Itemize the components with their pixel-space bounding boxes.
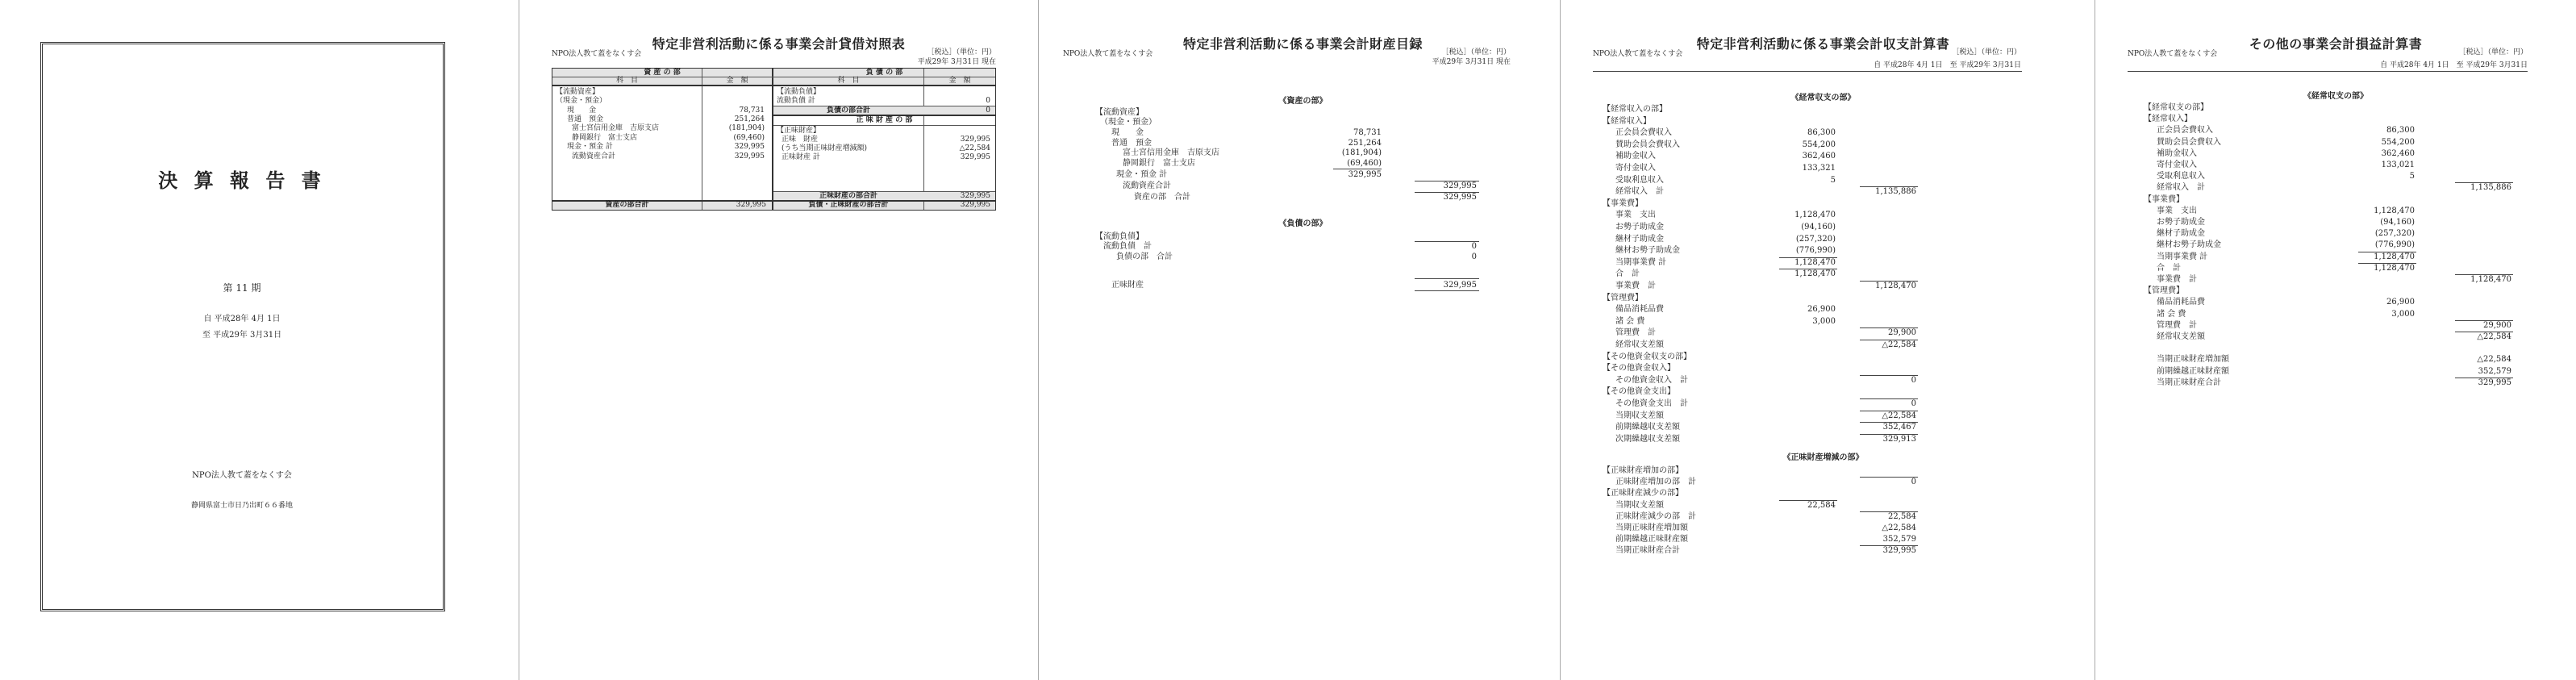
bs-right-amount: 329,995 (960, 136, 990, 144)
inventory-unit: ［税込］（単位：円） (1441, 48, 1511, 56)
liab-total-amount: 0 (986, 106, 990, 115)
statement-row-label: 補助金収入 (1615, 152, 1656, 161)
inv-asset-v1: 329,995 (1348, 170, 1382, 179)
statement-row-v2: 29,900 (1888, 328, 1916, 338)
inv-asset-v2: 329,995 (1443, 193, 1477, 202)
inventory-page (1039, 0, 1567, 680)
statement-row-label: 合 計 (2157, 263, 2181, 273)
inventory-org: NPO法人教て蓋をなくす会 (1063, 50, 1153, 58)
statement-row-v2: △22,584 (1882, 340, 1916, 349)
statement-row-label: 正味財産増加の部 計 (1615, 478, 1696, 487)
statement-row-label: その他資金収入 計 (1615, 375, 1688, 385)
underline (2455, 274, 2513, 275)
underline (1593, 71, 2022, 72)
statement-row-v1: 86,300 (1807, 128, 1836, 138)
inv-net-label: 正味財産 (1111, 281, 1144, 290)
bs-left-label: 流動資産合計 (572, 152, 616, 161)
underline (2358, 263, 2416, 264)
cover-title: 決 算 報 告 書 (158, 169, 326, 192)
balance-table (552, 68, 996, 211)
liab-total-label: 負債の部合計 (826, 106, 870, 115)
inventory-title: 特定非営利活動に係る事業会計財産目録 (1182, 36, 1423, 52)
underline (1860, 545, 1918, 546)
inv-liab-label: 負債の部 合計 (1116, 252, 1173, 261)
inv-asset-label: 普通 預金 (1111, 139, 1152, 148)
statement-row-v1: 1,128,470 (2374, 206, 2415, 215)
statement-row-label: 賛助会員会費収入 (1615, 140, 1680, 149)
statement-row-v1: 362,460 (2381, 148, 2415, 158)
bs-right-label: 【正味財産】 (777, 127, 821, 135)
statement-row-label: 事業 支出 (2157, 206, 2197, 215)
statement-row-v1: 554,200 (1802, 140, 1836, 149)
underline (1779, 257, 1837, 258)
bs-left-amount: 78,731 (739, 106, 765, 115)
bs-left-amount: (181,904) (728, 124, 765, 132)
bs-left-amount: 329,995 (734, 143, 765, 151)
inv-asset-v1: 251,264 (1348, 139, 1382, 148)
underline (1860, 327, 1918, 328)
balance-unit: ［税込］（単位：円） (927, 48, 996, 56)
assets-total-amount: 329,995 (736, 201, 766, 209)
statement-row-label: 備品消耗品費 (2157, 298, 2205, 307)
inv-asset-label: 現金・預金 計 (1116, 170, 1168, 179)
statement-row-v1: (257,320) (2374, 229, 2415, 239)
statement-row-v1: 1,128,470 (2374, 252, 2415, 261)
cover-page (0, 0, 484, 680)
statement-row-v2: 352,467 (1882, 423, 1916, 432)
statement-row-v1: 1,128,470 (1794, 211, 1836, 220)
other-title: その他の事業会計損益計算書 (2249, 36, 2423, 52)
underline (1779, 500, 1837, 501)
statement-row-label: 【正味財産増加の部】 (1603, 466, 1683, 475)
statement-row-label: 備品消耗品費 (1615, 305, 1664, 315)
bs-right-label: 正味 財産 (782, 136, 819, 144)
statement-row-v2: 329,995 (1882, 546, 1916, 556)
bs-left-amount: 251,264 (734, 115, 765, 123)
underline (1415, 290, 1479, 291)
cover-org: NPO法人教て蓋をなくす会 (192, 471, 292, 480)
statement-row-label: 当期正味財産増加額 (1615, 524, 1688, 532)
statement-row-v1: (94,160) (2380, 218, 2415, 227)
cover-frame (40, 42, 445, 611)
inv-asset-v1: (181,904) (1341, 148, 1382, 157)
bs-left-label: 普通 預金 (567, 115, 604, 123)
underline (1860, 422, 1918, 423)
statement-row-label: 賛助会員会費収入 (2157, 137, 2221, 147)
netasset-header: 正 味 財 産 の 部 (856, 116, 913, 124)
statement-row-v1: 1,128,470 (1794, 257, 1836, 267)
right-col-amount: 金 額 (948, 77, 971, 85)
inv-asset-label: （現金・預金） (1100, 118, 1157, 127)
statement-row-v2: 1,128,470 (2470, 275, 2511, 284)
statement-row-label: 事業費 計 (2157, 275, 2197, 284)
statement-row-label: 【管理費】 (2144, 286, 2184, 296)
statement-row-label: 【その他資金収入】 (1603, 364, 1675, 373)
statement-row-v2: 1,128,470 (1875, 282, 1916, 290)
statement-row-label: 経常収支差額 (2157, 332, 2205, 341)
statement-row-v2: △22,584 (2477, 355, 2511, 365)
balance-org: NPO法人教て蓋をなくす会 (552, 50, 642, 58)
statement-row-v1: 26,900 (2386, 298, 2415, 307)
statement-row-label: 前期繰越収支差額 (1615, 423, 1680, 432)
statement-row-label: 前期繰越正味財産額 (2157, 366, 2229, 376)
bs-right-amount: △22,584 (959, 144, 990, 152)
inv-asset-label: 富士宮信用金庫 吉原支店 (1123, 148, 1219, 157)
statement-row-label: 管理費 計 (1615, 328, 1656, 338)
income-section1: 《経常収支の部》 (1790, 94, 1856, 102)
bs-left-label: 現 金 (567, 106, 597, 115)
inv-asset-label: 流動資産合計 (1123, 181, 1171, 190)
statement-row-v2: 1,135,886 (2470, 183, 2511, 193)
statement-row-v1: 133,021 (2381, 161, 2415, 169)
netasset-total-amount: 329,995 (960, 192, 990, 200)
statement-row-label: 次期繰越収支差額 (1615, 434, 1680, 444)
bs-left-label: （現金・預金） (556, 97, 607, 105)
divider-center (772, 69, 773, 210)
underline (1860, 186, 1918, 187)
statement-row-label: 受取利息収入 (2157, 172, 2205, 181)
bs-right-label: 正味財産 計 (782, 153, 820, 161)
statement-row-label: 継材お勢子助成金 (1615, 246, 1680, 256)
statement-row-v2: 29,900 (2483, 320, 2511, 330)
statement-row-v1: (94,160) (1801, 223, 1836, 232)
statement-row-label: 受取利息収入 (1615, 175, 1664, 185)
other-page (2095, 0, 2576, 680)
statement-row-label: 【経常収入の部】 (1603, 105, 1667, 114)
inv-liab-header: 《負債の部》 (1278, 219, 1328, 228)
assets-total-label: 資産の部合計 (605, 201, 649, 209)
inv-asset-v1: (69,460) (1347, 159, 1382, 168)
statement-row-v2: 0 (1911, 399, 1916, 408)
inv-asset-label: 現 金 (1111, 128, 1144, 137)
income-org: NPO法人教て蓋をなくす会 (1593, 50, 1683, 58)
cover-from: 自 平成28年 4月 1日 (203, 315, 281, 323)
income-page (1561, 0, 2086, 680)
underline (2128, 71, 2528, 72)
statement-row-label: 管理費 計 (2157, 320, 2197, 330)
statement-row-label: 前期繰越正味財産額 (1615, 535, 1688, 544)
underline (1860, 477, 1918, 478)
statement-row-label: 正会員会費収入 (1615, 128, 1672, 138)
statement-row-label: 【経常収支の部】 (2144, 103, 2208, 112)
underline (1860, 398, 1918, 399)
statement-row-label: お勢子助成金 (2157, 218, 2205, 227)
statement-row-v2: △22,584 (1882, 411, 1916, 420)
right-col-item: 科 目 (837, 77, 860, 85)
statement-row-label: 【その他資金支出】 (1603, 387, 1675, 397)
inventory-date: 平成29年 3月31日 現在 (1432, 58, 1511, 66)
inv-liab-label: 流動負債 計 (1103, 242, 1152, 251)
statement-row-v1: 3,000 (1812, 316, 1836, 326)
underline (1860, 434, 1918, 435)
other-section1: 《経常収支の部》 (2303, 92, 2368, 101)
statement-row-v2: 352,579 (2478, 366, 2511, 376)
statement-row-label: 事業費 計 (1615, 282, 1656, 290)
statement-row-label: 事業 支出 (1615, 211, 1656, 220)
statement-row-v2: 1,135,886 (1875, 187, 1916, 197)
statement-row-label: 継材お勢子助成金 (2157, 240, 2221, 250)
statement-row-v1: 1,128,470 (1794, 269, 1836, 279)
balance-date: 平成29年 3月31日 現在 (917, 58, 996, 66)
statement-row-label: 当期収支差額 (1615, 411, 1664, 420)
statement-row-v1: (776,990) (2374, 240, 2415, 250)
statement-row-label: 正会員会費収入 (2157, 126, 2213, 136)
bs-right-label: (うち当期正味財産増減額) (782, 144, 868, 152)
statement-row-v2: 352,579 (1882, 535, 1916, 544)
statement-row-v1: 554,200 (2381, 137, 2415, 147)
other-org: NPO法人教て蓋をなくす会 (2128, 50, 2218, 58)
bs-right-amount: 329,995 (960, 153, 990, 161)
statement-row-label: 【正味財産減少の部】 (1603, 489, 1683, 499)
grand-total-label: 負債・正味財産の部合計 (808, 201, 889, 209)
statement-row-v1: 86,300 (2386, 126, 2415, 136)
other-unit: ［税込］（単位：円） (2458, 48, 2528, 56)
statement-row-label: 当期正味財産増加額 (2157, 355, 2229, 365)
bs-left-amount: (69,460) (733, 134, 765, 142)
bs-left-amount: 329,995 (734, 152, 765, 161)
income-period: 自 平成28年 4月 1日 至 平成29年 3月31日 (1874, 61, 2021, 69)
statement-row-v1: 3,000 (2391, 309, 2415, 319)
bs-right-amount: 0 (986, 97, 990, 105)
statement-row-label: お勢子助成金 (1615, 223, 1664, 232)
statement-row-v1: 133,321 (1802, 164, 1836, 173)
inv-liab-label: 【流動負債】 (1095, 232, 1144, 241)
cover-to: 至 平成29年 3月31日 (202, 331, 282, 340)
divider-right-amount (923, 69, 924, 210)
statement-row-v1: 5 (2409, 172, 2415, 181)
grand-total-amount: 329,995 (960, 201, 990, 209)
netasset-total-label: 正味財産の部合計 (819, 192, 877, 200)
assets-header: 資 産 の 部 (644, 69, 681, 77)
statement-row-v1: 26,900 (1807, 305, 1836, 315)
bs-right-label: 【流動負債】 (777, 88, 821, 96)
statement-row-label: 【事業費】 (1603, 198, 1643, 208)
balance-title: 特定非営利活動に係る事業会計貸借対照表 (652, 36, 906, 52)
balance-sheet-page (519, 0, 1038, 680)
statement-row-label: 経常収入 計 (2157, 183, 2205, 193)
statement-row-label: 【管理費】 (1603, 293, 1643, 302)
bs-left-label: 【流動資産】 (556, 88, 600, 96)
statement-row-v1: 22,584 (1807, 500, 1836, 510)
statement-row-v1: 362,460 (1802, 152, 1836, 161)
statement-row-v1: 1,128,470 (2374, 263, 2415, 273)
statement-row-v2: 0 (1911, 375, 1916, 385)
statement-row-v1: 5 (1830, 175, 1836, 185)
statement-row-label: 【経常収入】 (2144, 115, 2192, 124)
inv-net-value: 329,995 (1443, 281, 1477, 290)
bs-left-label: 現金・預金 計 (567, 143, 613, 151)
statement-row-v2: 329,913 (1882, 434, 1916, 444)
underline (2455, 182, 2513, 183)
statement-row-label: 補助金収入 (2157, 148, 2197, 158)
statement-row-label: 【事業費】 (2144, 194, 2184, 204)
bs-left-label: 富士宮信用金庫 吉原支店 (572, 124, 660, 132)
statement-row-label: 寄付金収入 (1615, 164, 1656, 173)
statement-row-label: 正味財産減少の部 計 (1615, 511, 1696, 521)
statement-row-v2: 329,995 (2478, 378, 2511, 387)
statement-row-label: 【経常収入】 (1603, 116, 1651, 126)
inv-asset-label: 静岡銀行 富士支店 (1123, 159, 1195, 168)
statement-row-label: 経常収支差額 (1615, 340, 1664, 349)
statement-row-label: 当期正味財産合計 (2157, 378, 2221, 387)
statement-row-label: 継材子助成金 (1615, 234, 1664, 244)
inv-asset-v1: 78,731 (1353, 128, 1382, 137)
statement-row-v1: (776,990) (1795, 246, 1836, 256)
statement-row-label: 寄付金収入 (2157, 161, 2197, 169)
statement-row-label: 合 計 (1615, 269, 1640, 279)
statement-row-label: 【その他資金収支の部】 (1603, 352, 1691, 361)
statement-row-label: 継材子助成金 (2157, 229, 2205, 239)
inv-assets-header: 《資産の部》 (1278, 97, 1328, 106)
underline (1860, 281, 1918, 282)
left-col-item: 科 目 (615, 77, 638, 85)
statement-row-v2: 22,584 (1888, 511, 1916, 521)
liab-header: 負 債 の 部 (865, 69, 903, 77)
underline (1860, 375, 1918, 376)
inv-asset-label: 【流動資産】 (1095, 108, 1144, 117)
statement-row-label: 当期事業費 計 (2157, 252, 2208, 261)
left-col-amount: 金 額 (726, 77, 748, 85)
statement-row-v1: (257,320) (1795, 234, 1836, 244)
line-netasset-sub (773, 125, 995, 126)
underline (1860, 511, 1918, 512)
bs-left-label: 静岡銀行 富士支店 (572, 134, 638, 142)
income-section2: 《正味財産増減の部》 (1782, 453, 1864, 462)
other-period: 自 平成28年 4月 1日 至 平成29年 3月31日 (2380, 61, 2528, 69)
bs-right-label: 流動負債 計 (777, 97, 815, 105)
statement-row-label: 諸 会 費 (2157, 309, 2186, 319)
inv-liab-v2: 0 (1471, 242, 1477, 251)
inv-asset-label: 資産の部 合計 (1134, 193, 1190, 202)
statement-row-label: 諸 会 費 (1615, 316, 1645, 326)
underline (2455, 320, 2513, 321)
statement-row-label: 当期事業費 計 (1615, 257, 1667, 267)
statement-row-v2: 0 (1911, 478, 1916, 487)
cover-term: 第 11 期 (223, 282, 261, 294)
inv-asset-v2: 329,995 (1443, 181, 1477, 190)
statement-row-label: 当期正味財産合計 (1615, 546, 1680, 556)
statement-row-label: その他資金支出 計 (1615, 399, 1688, 408)
income-title: 特定非営利活動に係る事業会計収支計算書 (1696, 36, 1950, 52)
statement-row-v2: △22,584 (1882, 524, 1916, 532)
inv-liab-v2: 0 (1471, 252, 1477, 261)
statement-row-label: 経常収入 計 (1615, 187, 1664, 197)
cover-address: 静岡県富士市日乃出町６６番地 (190, 502, 293, 510)
statement-row-label: 当期収支差額 (1615, 500, 1664, 510)
underline (1415, 241, 1479, 242)
statement-row-v2: △22,584 (2477, 332, 2511, 341)
income-unit: ［税込］（単位：円） (1952, 48, 2021, 56)
underline (1415, 278, 1479, 279)
